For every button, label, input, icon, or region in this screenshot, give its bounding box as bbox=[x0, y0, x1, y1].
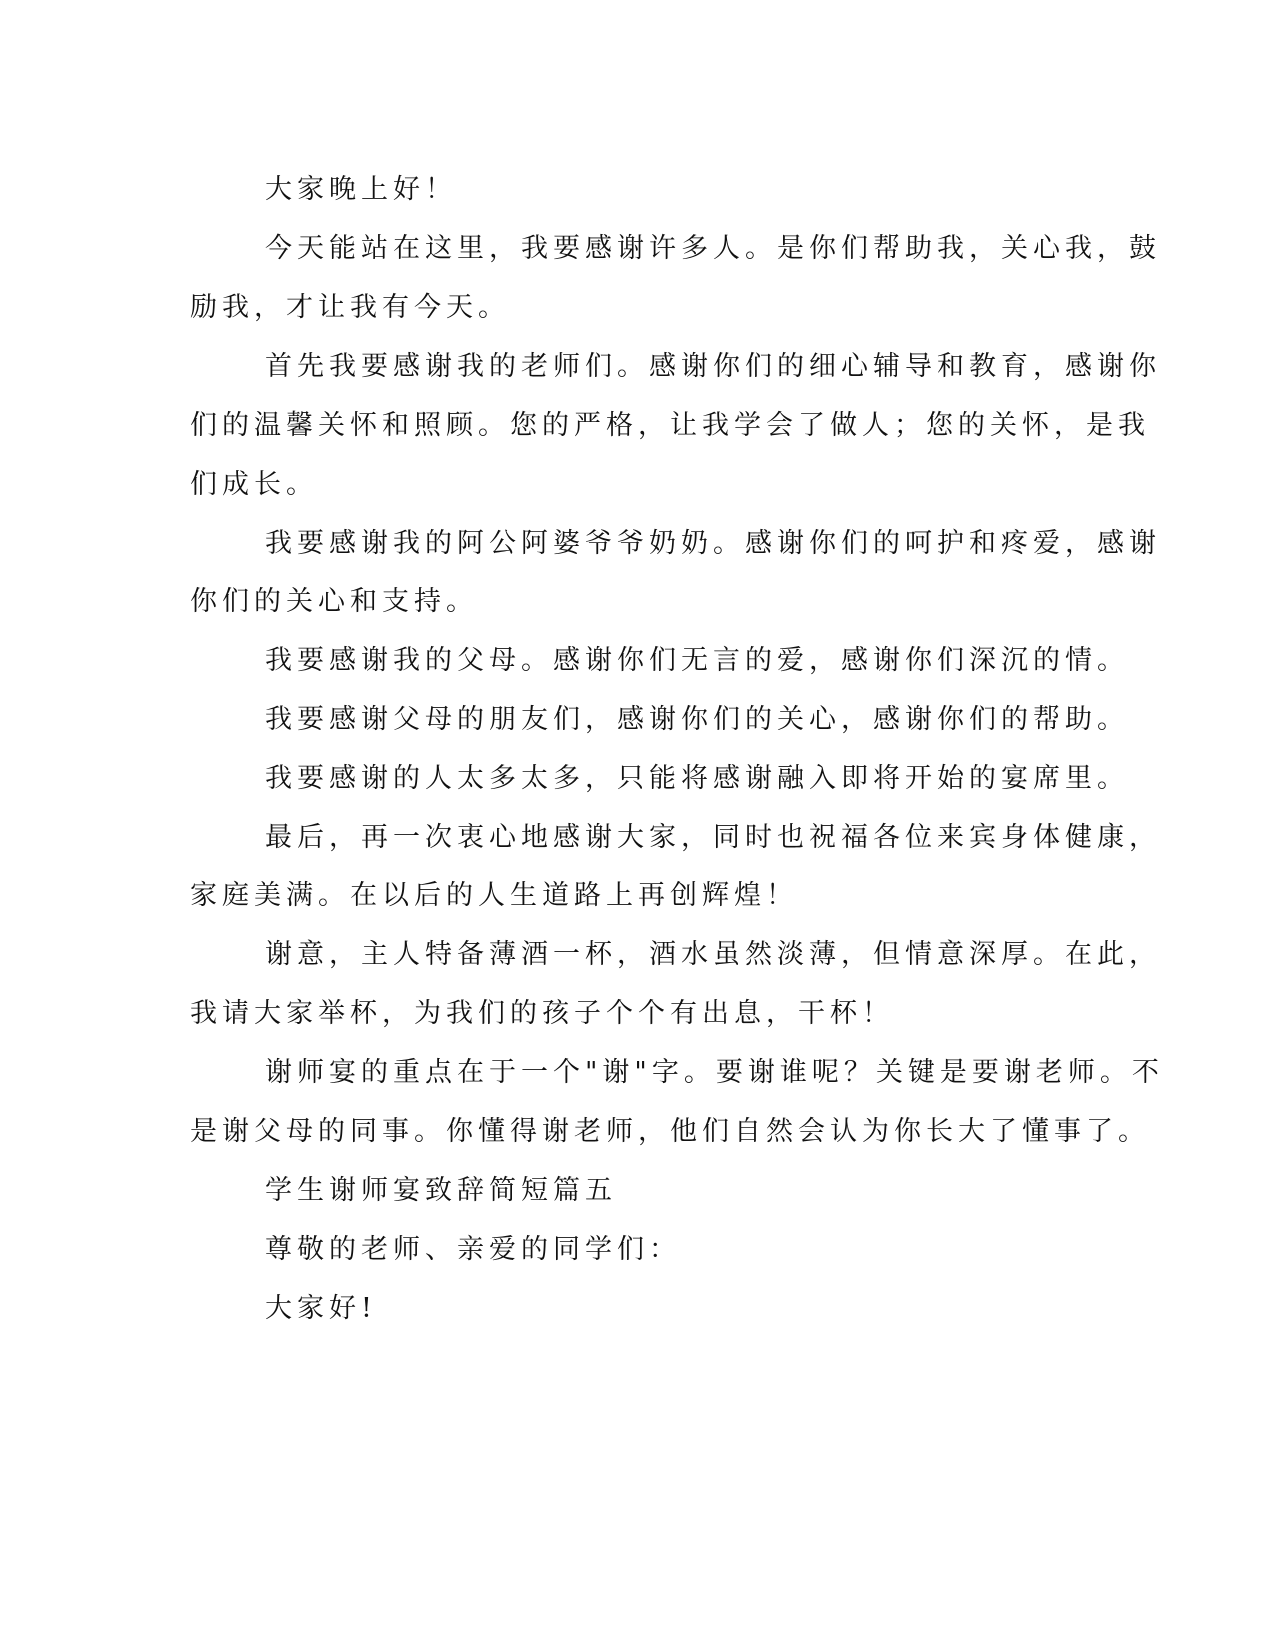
text-line: 今天能站在这里，我要感谢许多人。是你们帮助我，关心我，鼓 bbox=[265, 233, 1161, 264]
text-line: 你们的关心和支持。 bbox=[190, 586, 478, 617]
text-line: 我要感谢我的阿公阿婆爷爷奶奶。感谢你们的呵护和疼爱，感谢 bbox=[265, 528, 1161, 559]
text-line: 我要感谢我的父母。感谢你们无言的爱，感谢你们深沉的情。 bbox=[265, 645, 1129, 676]
text-line: 大家晚上好！ bbox=[265, 174, 457, 205]
text-line: 是谢父母的同事。你懂得谢老师，他们自然会认为你长大了懂事了。 bbox=[190, 1116, 1150, 1147]
text-line: 家庭美满。在以后的人生道路上再创辉煌！ bbox=[190, 880, 798, 911]
text-line: 们成长。 bbox=[190, 469, 318, 500]
text-line: 大家好! bbox=[265, 1293, 377, 1324]
section-heading: 学生谢师宴致辞简短篇五 bbox=[265, 1175, 617, 1206]
text-line: 尊敬的老师、亲爱的同学们： bbox=[265, 1234, 681, 1265]
text-line: 最后，再一次衷心地感谢大家，同时也祝福各位来宾身体健康， bbox=[265, 822, 1161, 853]
text-line: 励我，才让我有今天。 bbox=[190, 292, 510, 323]
text-line: 我要感谢父母的朋友们，感谢你们的关心，感谢你们的帮助。 bbox=[265, 704, 1129, 735]
text-line: 谢师宴的重点在于一个"谢"字。要谢谁呢？关键是要谢老师。不 bbox=[265, 1057, 1164, 1088]
text-line: 我请大家举杯，为我们的孩子个个有出息，干杯！ bbox=[190, 998, 894, 1029]
text-line: 首先我要感谢我的老师们。感谢你们的细心辅导和教育，感谢你 bbox=[265, 351, 1161, 382]
text-line: 我要感谢的人太多太多，只能将感谢融入即将开始的宴席里。 bbox=[265, 763, 1129, 794]
text-line: 谢意，主人特备薄酒一杯，酒水虽然淡薄，但情意深厚。在此， bbox=[265, 939, 1161, 970]
text-line: 们的温馨关怀和照顾。您的严格，让我学会了做人；您的关怀，是我 bbox=[190, 410, 1150, 441]
